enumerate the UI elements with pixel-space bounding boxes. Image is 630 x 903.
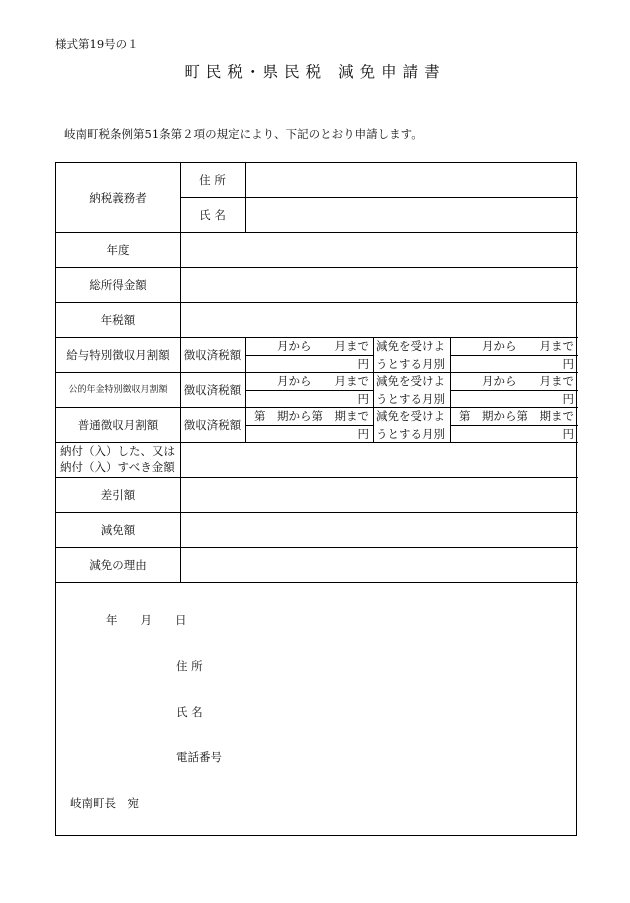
pension-withholding-label: 公的年金特別徴収月割額 [68, 385, 168, 395]
annual-tax-label: 年税額 [100, 313, 136, 327]
form-number: 様式第19号の１ [55, 37, 139, 51]
period-label: 月から 月まで [277, 339, 369, 353]
yen-unit: 円 [357, 427, 369, 441]
fiscal-year-label: 年度 [106, 243, 130, 257]
addressee: 岐南町長 宛 [70, 796, 139, 810]
period-label: 月から 月まで [482, 339, 574, 353]
date-line: 年 月 日 [106, 613, 187, 627]
applicant-address-label: 住 所 [176, 659, 203, 673]
regular-collection-label: 普通徴収月割額 [77, 418, 159, 432]
paid-tax-label: 徴収済税額 [183, 348, 242, 362]
address-label: 住 所 [199, 173, 226, 187]
salary-withholding-label: 給与特別徴収月割額 [66, 348, 170, 362]
apply-label-line2: うとする月別 [376, 392, 445, 406]
period-label: 第 期から第 期まで [459, 409, 574, 423]
yen-unit: 円 [562, 427, 574, 441]
reason-label: 減免の理由 [89, 558, 147, 572]
apply-label-line2: うとする月別 [376, 427, 445, 441]
period-label: 月から 月まで [277, 374, 369, 388]
applicant-name-label: 氏 名 [176, 705, 203, 719]
paid-amount-label-line2: 納付（入）すべき金額 [60, 460, 175, 474]
name-label: 氏 名 [199, 208, 226, 222]
apply-label-line2: うとする月別 [376, 357, 445, 371]
page-title: 町民税･県民税 減免申請書 [184, 63, 446, 81]
apply-label-line1: 減免を受けよ [376, 409, 445, 423]
difference-label: 差引額 [100, 488, 136, 502]
apply-label-line1: 減免を受けよ [376, 374, 445, 388]
yen-unit: 円 [562, 392, 574, 406]
paid-tax-label: 徴収済税額 [183, 383, 242, 397]
application-form-table [55, 162, 577, 836]
total-income-label: 総所得金額 [89, 278, 147, 292]
intro-text: 岐南町税条例第51条第２項の規定により、下記のとおり申請します。 [64, 127, 423, 141]
paid-tax-label: 徴収済税額 [183, 418, 242, 432]
yen-unit: 円 [562, 357, 574, 371]
reduction-label: 減免額 [100, 523, 136, 537]
period-label: 第 期から第 期まで [254, 409, 369, 423]
apply-label-line1: 減免を受けよ [376, 339, 445, 353]
paid-amount-label-line1: 納付（入）した、又は [60, 444, 175, 458]
period-label: 月から 月まで [482, 374, 574, 388]
phone-label: 電話番号 [176, 750, 222, 764]
yen-unit: 円 [357, 357, 369, 371]
taxpayer-label: 納税義務者 [89, 191, 147, 205]
yen-unit: 円 [357, 392, 369, 406]
